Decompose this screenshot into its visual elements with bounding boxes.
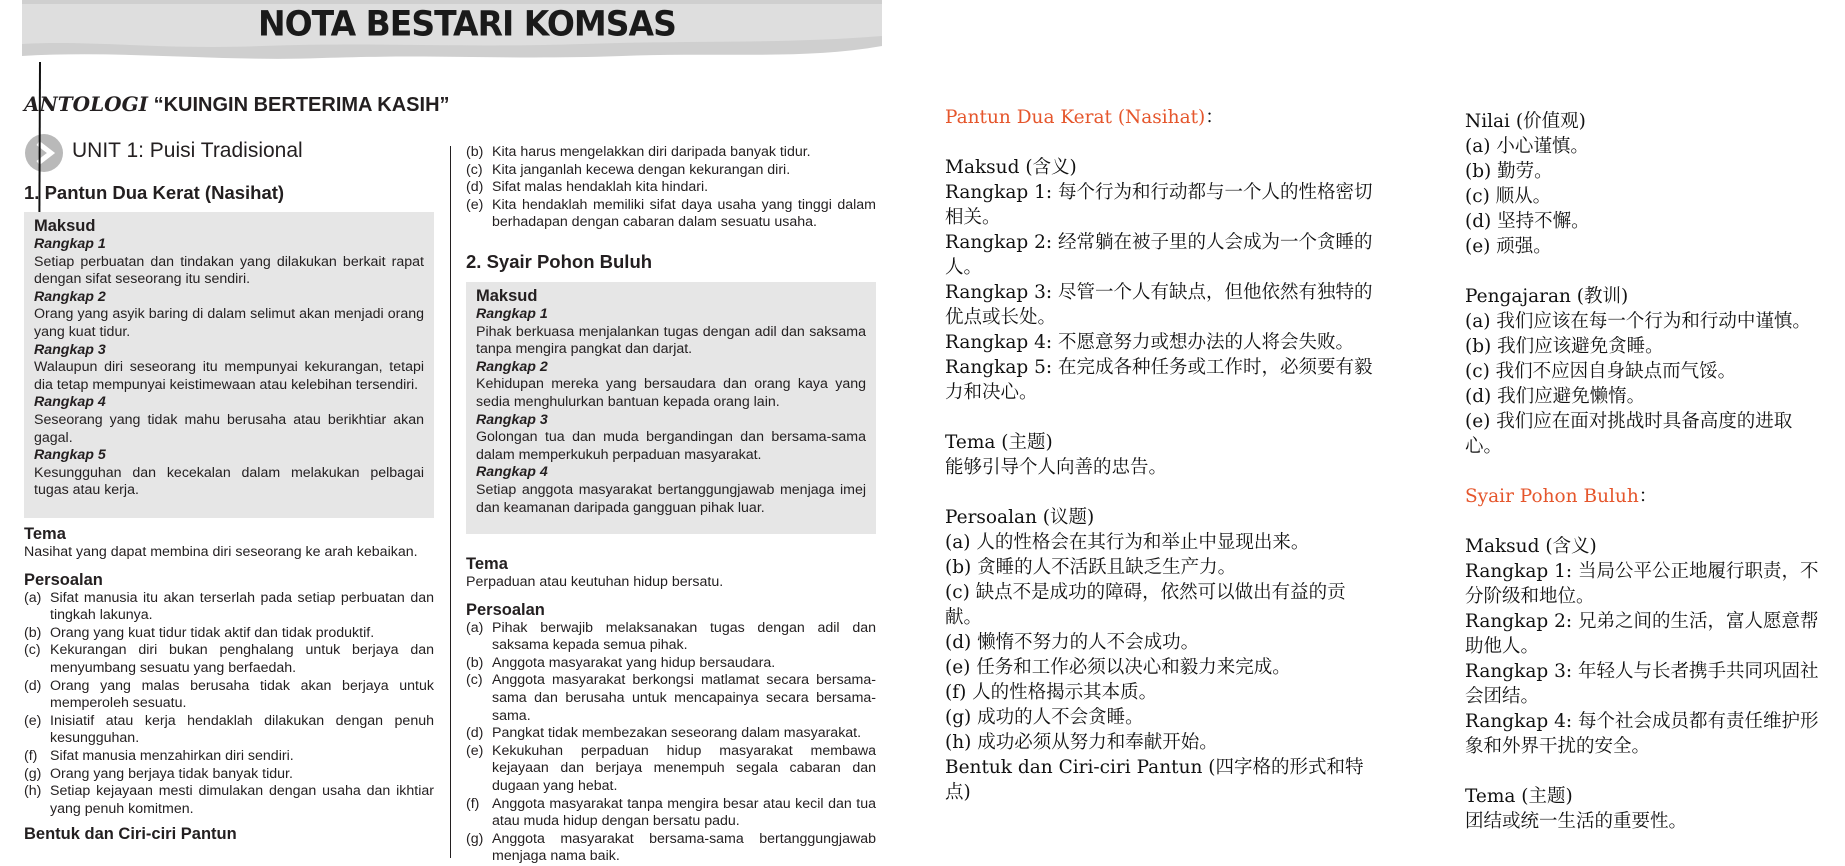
maksud-label: Maksud (含义) <box>1465 536 1597 557</box>
item-text: Anggota masyarakat yang hidup bersaudara. <box>492 654 776 671</box>
item-key: (e) <box>466 196 484 213</box>
unit-title: UNIT 1: Puisi Tradisional <box>72 139 303 162</box>
nilai-continued <box>466 144 876 232</box>
rangkap-label: Rangkap 1 <box>34 236 106 252</box>
unit-heading <box>24 133 444 173</box>
tema-text: 能够引导个人向善的忠告。 <box>945 457 1168 478</box>
rangkap-text: Walaupun diri seseorang itu mempunyai kekurangan, tetapi dia tetap mempunyai keistimewaan atau kelebihan tersendiri. <box>34 359 424 393</box>
rangkap-label: Rangkap 4 <box>34 394 106 411</box>
item-text: Pangkat tidak membezakan seseorang dalam masyarakat. <box>492 725 862 742</box>
list-item <box>24 713 434 748</box>
pengajaran-item: (b) 我们应该避免贪睡。 <box>1465 336 1664 357</box>
antology-heading <box>24 92 450 117</box>
item-text: Orang yang malas berusaha tidak akan berjaya untuk memperoleh sesuatu. <box>50 677 434 712</box>
rangkap-text: Setiap perbuatan dan tindakan yang dilakukan berkait rapat dengan sifat seseorang itu sendiri. <box>34 253 424 288</box>
column-divider <box>450 146 451 858</box>
tema-label: Tema <box>466 555 508 573</box>
item-text: Sifat manusia itu akan terserlah pada setiap perbuatan dan tingkah lakunya. <box>50 589 434 624</box>
item-key: (c) <box>466 161 483 178</box>
list-item <box>466 197 876 232</box>
rangkap-text: Golongan tua dan muda bergandingan dan bersama-sama dalam memperkukuh perpaduan masyarakat. <box>476 429 866 463</box>
tema-text: Perpaduan atau keutuhan hidup bersatu. <box>466 574 724 590</box>
rangkap-text: Setiap anggota masyarakat bertanggungjawab menjaga imej dan keamanan daripada gangguan pihak luar. <box>476 481 866 516</box>
rangkap-text: Seseorang yang tidak mahu berusaha atau berikhtiar akan gagal. <box>34 411 424 446</box>
list-item <box>466 620 876 655</box>
item-key: (a) <box>466 619 484 636</box>
nilai-label: Nilai (价值观) <box>1465 111 1586 132</box>
pengajaran-item: (e) 我们应在面对挑战时具备高度的进取心。 <box>1465 411 1793 457</box>
rangkap-label: Rangkap 5 <box>34 447 106 464</box>
list-item <box>466 831 876 866</box>
notes-column-1 <box>945 105 1375 805</box>
rangkap-text: Kehidupan mereka yang bersaudara dan orang kaya yang sedia menghulurkan bantuan kepada orang lain. <box>476 376 866 410</box>
list-item <box>24 783 434 818</box>
item-text: Kita janganlah kecewa dengan kekurangan diri. <box>492 161 791 178</box>
rangkap-label: Rangkap 3 <box>34 341 106 358</box>
nilai-item: (e) 顽强。 <box>1465 236 1552 257</box>
list-item <box>24 678 434 713</box>
maksud-label: Maksud (含义) <box>945 157 1077 178</box>
rangkap-label: Rangkap 3 <box>476 411 548 428</box>
list-item <box>466 725 876 743</box>
rangkap-line: Rangkap 1: 每个行为和行动都与一个人的性格密切相关。 <box>945 182 1373 228</box>
rangkap-text: Orang yang asyik baring di dalam selimut akan menjadi orang yang kuat tidur. <box>34 306 424 340</box>
persoalan-item: (h) 成功必须从努力和奉献开始。 <box>945 732 1218 753</box>
persoalan-label: Persoalan <box>466 600 545 619</box>
rangkap-line: Rangkap 2: 兄弟之间的生活，富人愿意帮助他人。 <box>1465 611 1819 657</box>
item-key: (b) <box>466 654 484 671</box>
antology-prefix: ANTOLOGI <box>24 92 149 116</box>
item-key: (d) <box>466 725 484 742</box>
persoalan-item: (d) 懒惰不努力的人不会成功。 <box>945 632 1200 653</box>
persoalan-item: (a) 人的性格会在其行为和举止中显现出来。 <box>945 532 1310 553</box>
heading-colon: ： <box>1638 486 1658 507</box>
bentuk-label: Bentuk dan Ciri-ciri Pantun <box>24 825 237 844</box>
tema-label: Tema (主题) <box>945 432 1053 453</box>
item-text: Pihak berwajib melaksanakan tugas dengan adil dan saksama kepada semua pihak. <box>492 619 876 654</box>
list-item <box>24 766 434 784</box>
nilai-item: (c) 顺从。 <box>1465 186 1552 207</box>
rangkap-text: Pihak berkuasa menjalankan tugas dengan adil dan saksama tanpa mengira pangkat dan darjat. <box>476 323 866 358</box>
heading-text: Pantun Dua Kerat (Nasihat) <box>945 107 1206 128</box>
item-key: (b) <box>24 624 42 641</box>
item-text: Anggota masyarakat bersama-sama bertanggungjawab menjaga nama baik. <box>492 830 876 865</box>
pengajaran-item: (a) 我们应该在每一个行为和行动中谨慎。 <box>1465 311 1811 332</box>
item-text: Orang yang berjaya tidak banyak tidur. <box>50 765 293 782</box>
section-title-syair: 2. Syair Pohon Buluh <box>466 251 653 272</box>
item-text: Kekurangan diri bukan penghalang untuk berjaya dan menyumbang sesuatu yang berfaedah. <box>50 642 434 676</box>
item-text: Anggota masyarakat berkongsi matlamat secara bersama-sama dan berusaha untuk mencapainya secara bersama-sama. <box>492 672 876 724</box>
pengajaran-item: (d) 我们应避免懒惰。 <box>1465 386 1646 407</box>
item-text: Kekukuhan perpaduan hidup masyarakat membawa kejayaan dan berjaya menempuh segala cabaran dan dugaan yang hebat. <box>492 742 876 794</box>
item-key: (d) <box>24 677 42 694</box>
item-key: (e) <box>466 742 484 759</box>
tema-label: Tema <box>24 525 66 543</box>
banner-title: NOTA BESTARI KOMSAS <box>258 3 676 44</box>
list-item <box>466 655 876 673</box>
item-key: (g) <box>466 830 484 847</box>
persoalan-label: Persoalan (议题) <box>945 507 1095 528</box>
item-text: Setiap kejayaan mesti dimulakan dengan usaha dan ikhtiar yang penuh komitmen. <box>50 783 434 817</box>
list-item <box>466 179 876 197</box>
persoalan-item: (b) 贪睡的人不活跃且缺乏生产力。 <box>945 557 1237 578</box>
rangkap-line: Rangkap 1: 当局公平公正地履行职责，不分阶级和地位。 <box>1465 561 1819 607</box>
notes-column-2 <box>1465 109 1825 834</box>
notes-heading-syair <box>1465 484 1825 509</box>
list-item <box>466 672 876 725</box>
item-key: (c) <box>466 672 483 689</box>
tema-label: Tema (主题) <box>1465 786 1573 807</box>
persoalan-item: (c) 缺点不是成功的障碍，依然可以做出有益的贡献。 <box>945 582 1346 628</box>
pengajaran-label: Pengajaran (教训) <box>1465 286 1629 307</box>
item-key: (b) <box>466 144 484 160</box>
list-item <box>24 748 434 766</box>
item-text: Kita harus mengelakkan diri daripada banyak tidur. <box>492 144 811 160</box>
list-item <box>24 642 434 677</box>
persoalan-label: Persoalan <box>24 570 103 589</box>
item-key: (d) <box>466 179 484 196</box>
rangkap-label: Rangkap 2 <box>34 288 106 305</box>
section-title-pantun: 1. Pantun Dua Kerat (Nasihat) <box>24 182 285 203</box>
pengajaran-item: (c) 我们不应因自身缺点而气馁。 <box>1465 361 1737 382</box>
play-arrow-icon <box>24 133 64 173</box>
maksud-box-syair <box>466 282 876 534</box>
rangkap-line: Rangkap 4: 不愿意努力或想办法的人将会失败。 <box>945 332 1354 353</box>
list-item <box>466 144 876 162</box>
rangkap-line: Rangkap 3: 尽管一个人有缺点，但他依然有独特的优点或长处。 <box>945 282 1373 328</box>
list-item <box>466 796 876 831</box>
item-key: (f) <box>466 795 480 812</box>
notes-heading-pantun <box>945 105 1375 130</box>
item-text: Anggota masyarakat tanpa mengira besar atau kecil dan tua atau muda hidup dengan bersatu padu. <box>492 795 876 830</box>
tema-text: Nasihat yang dapat membina diri seseorang ke arah kebaikan. <box>24 544 418 560</box>
item-key: (c) <box>24 642 41 659</box>
tema-text: 团结或统一生活的重要性。 <box>1465 811 1688 832</box>
heading-colon: ： <box>1205 107 1224 128</box>
tema-persoalan-pantun <box>24 524 434 844</box>
rangkap-label: Rangkap 4 <box>476 464 548 481</box>
rangkap-label: Rangkap 1 <box>476 306 548 322</box>
nilai-item: (b) 勤劳。 <box>1465 161 1553 182</box>
persoalan-item: (f) 人的性格揭示其本质。 <box>945 682 1158 703</box>
rangkap-line: Rangkap 5: 在完成各种任务或工作时，必须要有毅力和决心。 <box>945 357 1373 403</box>
nilai-item: (d) 坚持不懈。 <box>1465 211 1590 232</box>
maksud-label: Maksud <box>34 217 96 235</box>
item-text: Inisiatif atau kerja hendaklah dilakukan dengan penuh kesungguhan. <box>50 712 434 747</box>
item-text: Sifat manusia menzahirkan diri sendiri. <box>50 747 294 764</box>
antology-title: “KUINGIN BERTERIMA KASIH” <box>153 94 450 116</box>
item-text: Sifat malas hendaklah kita hindari. <box>492 179 709 196</box>
list-item <box>24 590 434 625</box>
persoalan-item: (e) 任务和工作必须以决心和毅力来完成。 <box>945 657 1291 678</box>
item-key: (a) <box>24 589 42 606</box>
heading-text: Syair Pohon Buluh <box>1465 486 1639 507</box>
item-key: (e) <box>24 712 42 729</box>
rangkap-block <box>34 236 424 500</box>
maksud-label: Maksud <box>476 287 538 305</box>
nilai-item: (a) 小心谨慎。 <box>1465 136 1589 157</box>
rangkap-label: Rangkap 2 <box>476 358 548 375</box>
rangkap-line: Rangkap 3: 年轻人与长者携手共同巩固社会团结。 <box>1465 661 1819 707</box>
list-item <box>466 162 876 180</box>
item-key: (f) <box>24 747 38 764</box>
bentuk-text: Bentuk dan Ciri-ciri Pantun (四字格的形式和特点) <box>945 757 1364 803</box>
persoalan-item: (g) 成功的人不会贪睡。 <box>945 707 1144 728</box>
item-text: Orang yang kuat tidur tidak aktif dan tidak produktif. <box>50 624 375 641</box>
list-item <box>466 743 876 796</box>
item-key: (h) <box>24 783 42 800</box>
tema-persoalan-syair <box>466 554 876 866</box>
maksud-box-pantun <box>24 212 434 518</box>
rangkap-line: Rangkap 4: 每个社会成员都有责任维护形象和外界干扰的安全。 <box>1465 711 1819 757</box>
rangkap-text: Kesungguhan dan kecekalan dalam melakukan pelbagai tugas atau kerja. <box>34 464 424 499</box>
item-key: (g) <box>24 765 42 782</box>
item-text: Kita hendaklah memiliki sifat daya usaha yang tinggi dalam berhadapan dengan cabaran dalam sesuatu usaha. <box>492 196 876 231</box>
list-item <box>24 625 434 643</box>
rangkap-line: Rangkap 2: 经常躺在被子里的人会成为一个贪睡的人。 <box>945 232 1373 278</box>
